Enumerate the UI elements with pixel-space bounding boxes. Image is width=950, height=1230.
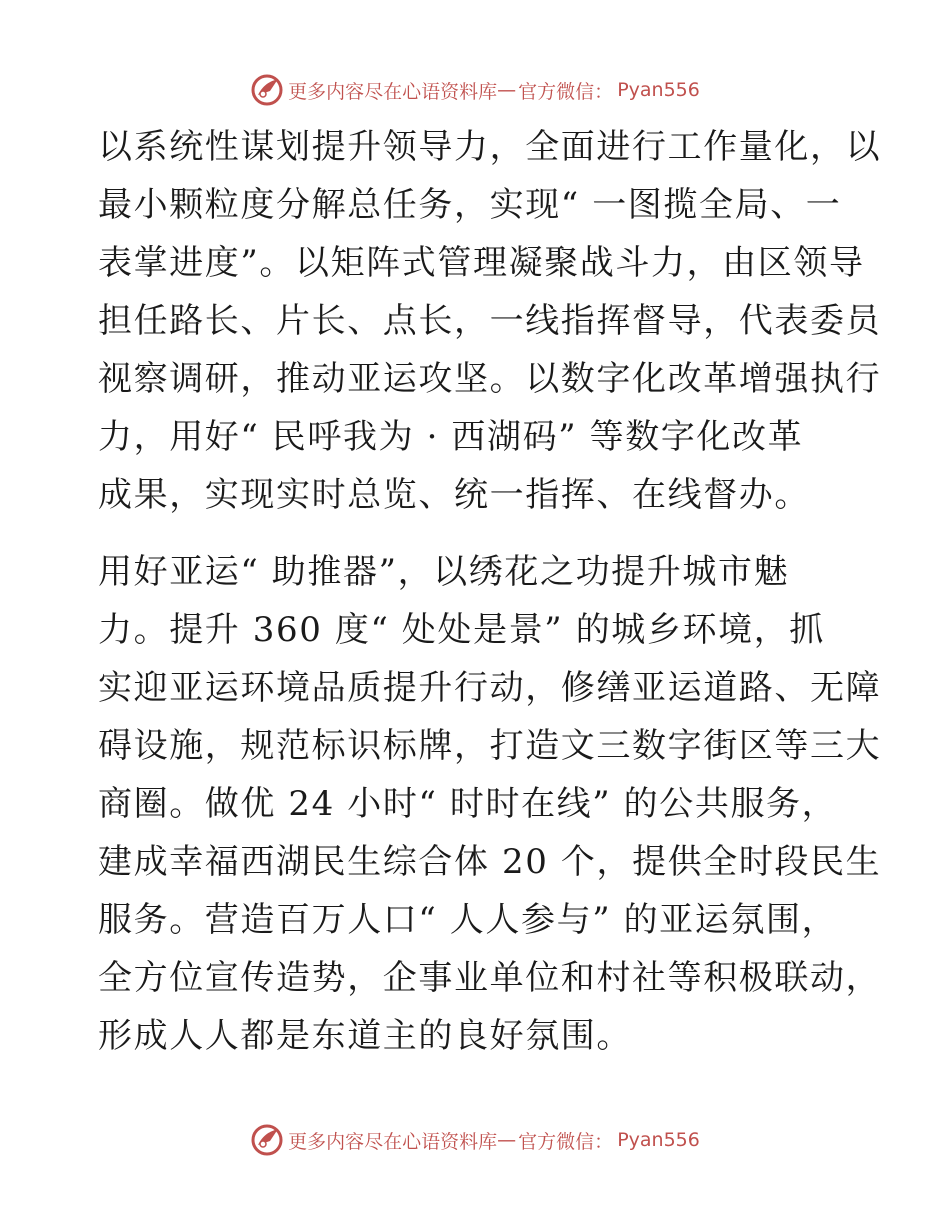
paragraph-2 xyxy=(98,543,882,1065)
text-line: 实迎亚运环境品质提升行动，修缮亚运道路、无障 xyxy=(98,668,882,708)
footer-wechat-id: Pyan556 xyxy=(617,1129,700,1151)
text-line: 以系统性谋划提升领导力，全面进行工作量化，以 xyxy=(98,127,882,167)
text-line: 视察调研，推动亚运攻坚。以数字化改革增强执行 xyxy=(98,359,882,399)
text-line: 碍设施，规范标识标牌，打造文三数字街区等三大 xyxy=(98,726,882,766)
header-site-text: 更多内容尽在心语资料库 xyxy=(288,80,498,103)
brand-logo-icon xyxy=(250,1123,284,1157)
text-line: 商圈。做优 24 小时“ 时时在线” 的公共服务， xyxy=(98,784,838,824)
text-line: 成果，实现实时总览、统一指挥、在线督办。 xyxy=(98,475,810,515)
text-line: 用好亚运“ 助推器”，以绣花之功提升城市魅 xyxy=(98,552,790,592)
text-line: 全方位宣传造势，企事业单位和村社等积极联动， xyxy=(98,958,882,998)
text-line: 形成人人都是东道主的良好氛围。 xyxy=(98,1016,632,1056)
text-line: 力，用好“ 民呼我为 · 西湖码” 等数字化改革 xyxy=(98,417,804,457)
text-line: 服务。营造百万人口“ 人人参与” 的亚运氛围， xyxy=(98,900,838,940)
text-line: 建成幸福西湖民生综合体 20 个，提供全时段民生 xyxy=(98,842,882,882)
text-line: 担任路长、片长、点长，一线指挥督导，代表委员 xyxy=(98,301,882,341)
header-separator: — xyxy=(497,79,517,101)
header-banner xyxy=(0,70,950,110)
header-wechat-id: Pyan556 xyxy=(617,79,700,101)
footer-banner xyxy=(0,1120,950,1160)
brand-logo-icon xyxy=(250,73,284,107)
header-wechat-label: 官方微信： xyxy=(518,80,614,103)
text-line: 力。提升 360 度“ 处处是景” 的城乡环境，抓 xyxy=(98,610,825,650)
paragraph-1 xyxy=(98,118,882,524)
footer-wechat-label: 官方微信： xyxy=(518,1130,614,1153)
text-line: 表掌进度”。以矩阵式管理凝聚战斗力，由区领导 xyxy=(98,243,865,283)
footer-site-text: 更多内容尽在心语资料库 xyxy=(288,1130,498,1153)
text-line: 最小颗粒度分解总任务，实现“ 一图揽全局、一 xyxy=(98,185,842,225)
footer-separator: — xyxy=(497,1129,517,1151)
